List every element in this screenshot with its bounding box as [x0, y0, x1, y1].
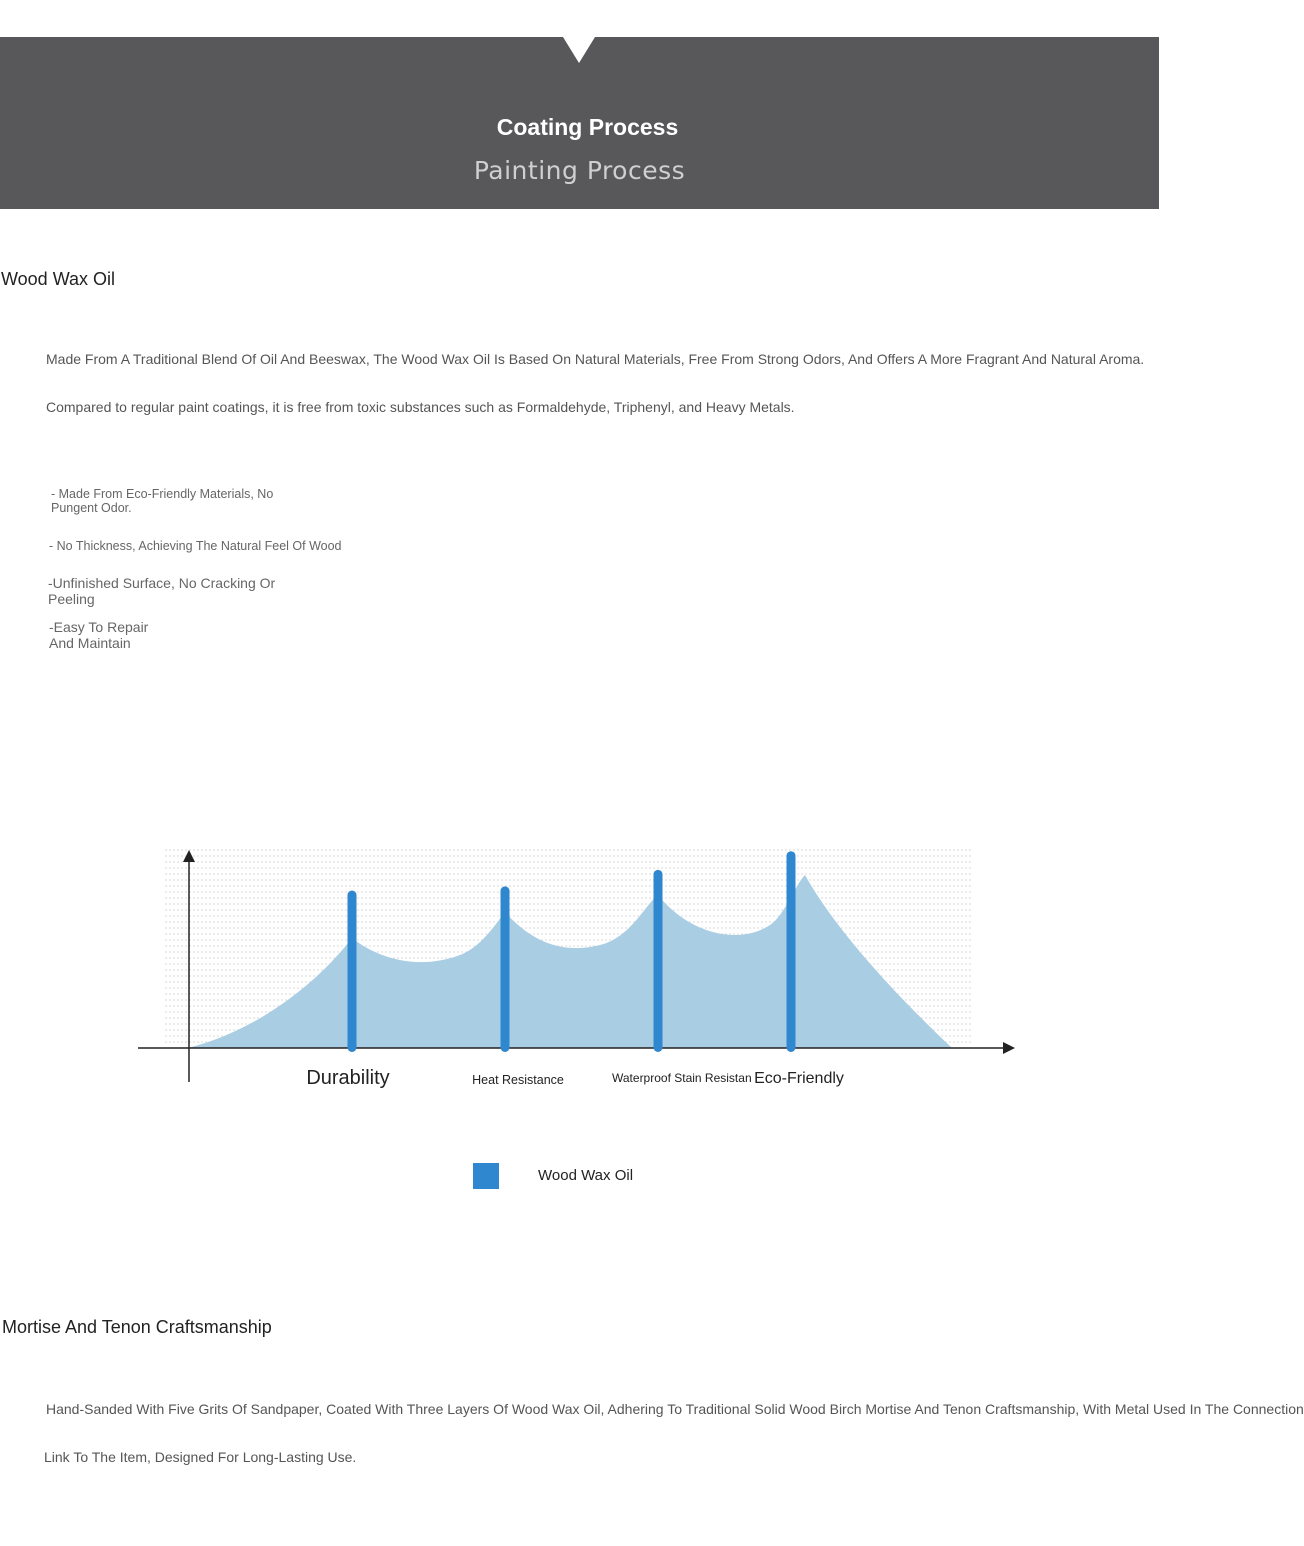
chart-category-label: Eco-Friendly — [754, 1070, 844, 1087]
banner-title: Coating Process — [496, 114, 679, 140]
banner-notch — [563, 37, 595, 63]
chart-category-label: Durability — [306, 1067, 390, 1089]
chart-bar — [787, 851, 796, 1052]
feature-item-3-line-1: -Unfinished Surface, No Cracking Or — [48, 575, 276, 591]
feature-item-4-line-2: And Maintain — [49, 635, 131, 651]
section-heading-mortise-tenon: Mortise And Tenon Craftsmanship — [2, 1317, 272, 1337]
section2-paragraph-2: Link To The Item, Designed For Long-Lasting Use. — [44, 1449, 357, 1465]
chart-category-label: Waterproof Stain Resistan — [612, 1071, 752, 1085]
chart-x-axis-arrow — [1003, 1042, 1015, 1054]
chart-area-shape — [188, 875, 952, 1048]
feature-item-1-line-1: - Made From Eco-Friendly Materials, No — [51, 487, 274, 501]
feature-item-1 — [51, 487, 273, 515]
feature-item-1-line-2: Pungent Odor. — [51, 501, 132, 515]
section1-paragraph-2: Compared to regular paint coatings, it is free from toxic substances such as Formaldehyde, Triphenyl, and Heavy Metals. — [46, 399, 795, 415]
feature-item-2 — [49, 539, 342, 553]
legend-label: Wood Wax Oil — [538, 1167, 634, 1184]
feature-item-4-line-1: -Easy To Repair — [49, 619, 149, 635]
feature-item-4 — [49, 619, 148, 651]
coating-performance-chart — [0, 830, 1159, 1130]
banner — [0, 37, 1159, 209]
chart-bar — [654, 870, 663, 1052]
banner-subtitle: Painting Process — [473, 156, 686, 185]
section1-paragraph-1: Made From A Traditional Blend Of Oil And Beeswax, The Wood Wax Oil Is Based On Natural Materials, Free From Strong Odors, And Offers A More Fragrant And Natural Aroma. — [46, 351, 1145, 367]
chart-category-label: Heat Resistance — [472, 1073, 564, 1087]
section-heading-wood-wax-oil: Wood Wax Oil — [1, 269, 116, 289]
legend-swatch — [473, 1163, 499, 1189]
section2-paragraph-1: Hand-Sanded With Five Grits Of Sandpaper, Coated With Three Layers Of Wood Wax Oil, Adhering To Traditional Solid Wood Birch Mortise And Tenon Craftsmanship, With Metal Used In The Connection — [46, 1401, 1304, 1417]
feature-item-3-line-2: Peeling — [48, 591, 95, 607]
feature-item-2-line-1: - No Thickness, Achieving The Natural Feel Of Wood — [49, 539, 342, 553]
feature-item-3 — [48, 575, 275, 607]
chart-bar — [348, 891, 357, 1052]
chart-bar — [501, 886, 510, 1052]
